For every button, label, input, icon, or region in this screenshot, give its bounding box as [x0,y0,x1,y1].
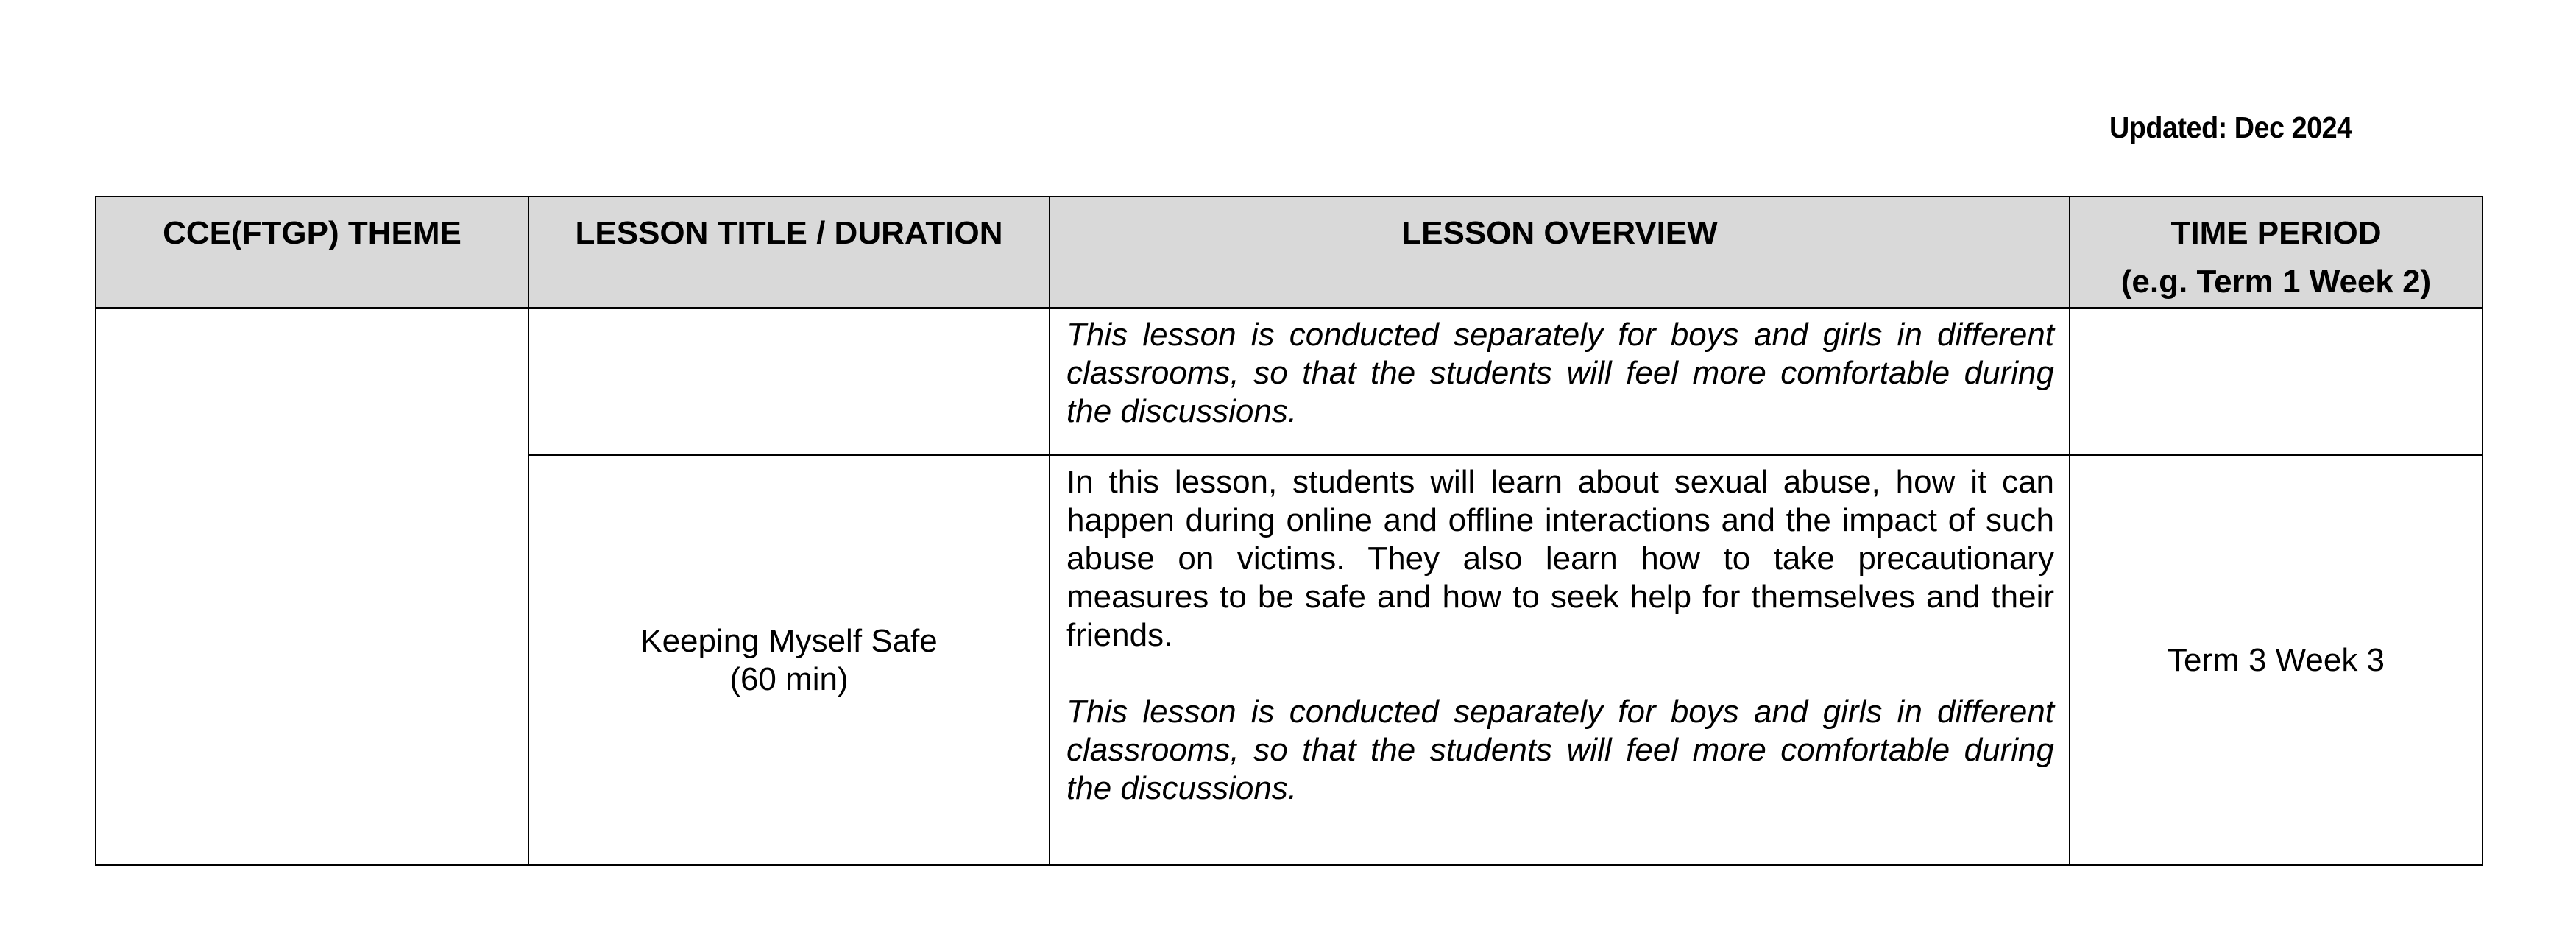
overview-description: In this lesson, students will learn about sexual abuse, how it can happen during online and offline interactions and the impact of such abuse on victims. They also learn how to take precautionary measures to be safe and how to seek help for themselves and their friends. [1066,464,2054,653]
lesson-duration: (60 min) [729,660,849,697]
header-theme: CCE(FTGP) THEME [96,197,528,308]
overview-note: This lesson is conducted separately for boys and girls in different classrooms, so that the students will feel more comfortable during the discussions. [1066,317,2054,429]
lesson-title-cell [528,308,1050,455]
lesson-plan-table [95,196,2483,866]
paragraph-gap [1066,655,2054,693]
updated-date: Updated: Dec 2024 [2109,110,2352,144]
time-period-cell: Term 3 Week 3 [2070,455,2483,865]
lesson-title: Keeping Myself Safe [640,622,938,659]
table-row [96,308,2483,455]
time-period-cell [2070,308,2483,455]
overview-cell [1050,308,2070,455]
overview-note: This lesson is conducted separately for boys and girls in different classrooms, so that the students will feel more comfortable during the discussions. [1066,694,2054,806]
overview-cell [1050,455,2070,865]
header-time-period [2070,197,2483,308]
header-lesson-title: LESSON TITLE / DURATION [528,197,1050,308]
header-time-period-line2: (e.g. Term 1 Week 2) [2120,264,2432,300]
header-overview: LESSON OVERVIEW [1050,197,2070,308]
theme-cell [96,308,528,865]
lesson-title-cell [528,455,1050,865]
table-header-row [96,197,2483,308]
header-time-period-line1: TIME PERIOD [2170,215,2382,251]
